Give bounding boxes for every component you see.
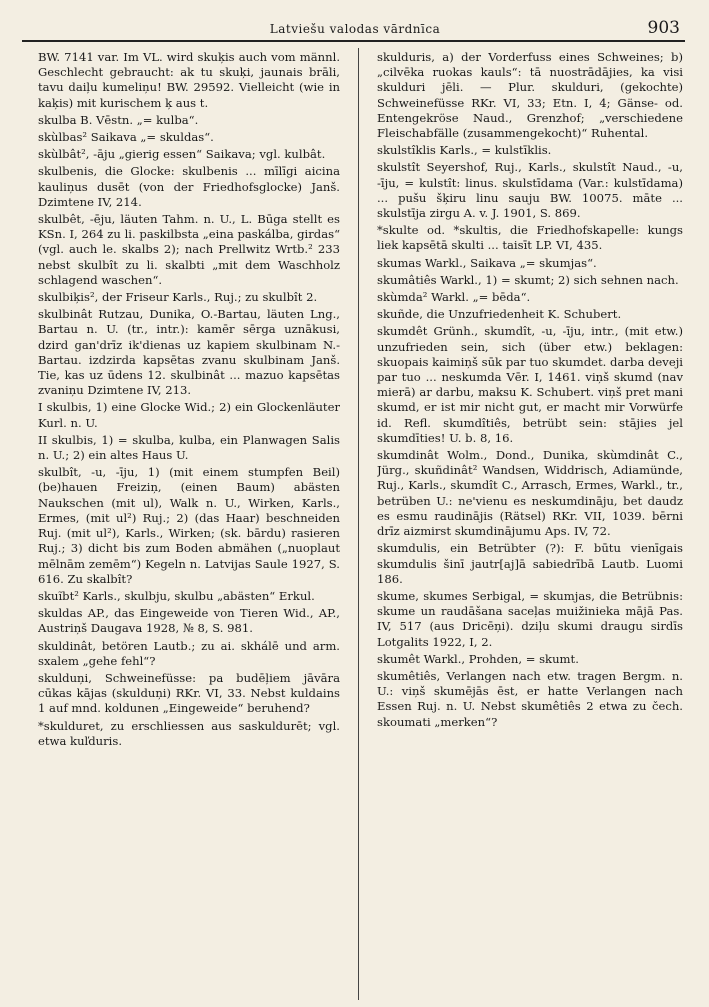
right-column [377,50,683,998]
dictionary-entry: skùmda² Warkl. „= bēda“. [377,290,531,305]
dictionary-entry: skumêt Warkl., Prohden, = skumt. [377,651,579,666]
page-number: 903 [647,18,680,38]
column-divider [358,48,359,1000]
dictionary-entry: skùlbât², -āju „gierig essen“ Saikava; vgl. kulbât. [38,147,326,162]
dictionary-entry: skulbenis, die Glocke: skulbenis ... mīlīgi aicina kauliņus dusēt (von der Friedhofsglocke) Janš. Dzimtene IV, 214. [38,164,340,209]
dictionary-entry: skuñde, die Unzufriedenheit K. Schubert. [377,307,622,322]
dictionary-entry: skumdulis, ein Betrübter (?): F. būtu vienīgais skumdulis šinī jautr[aj]ā sabiedrībā Lautb. Luomi 186. [377,541,683,586]
dictionary-entry: skulstît Seyershof, Ruj., Karls., skulstît Naud., -u, -īju, = kulstît: linus. skulstīdama (Var.: kulstīdama) ... pušu šķiru linu sauju BW. 10075. māte ... skulstīja zirgu A. v. J. 1901, S. 869. [377,160,683,221]
dictionary-entry: skume, skumes Serbigal, = skumjas, die Betrübnis: skume un raudāšana saceļas muižiniekа mājā Pas. IV, 517 (aus Dricēņi). dziļu skumi draugu sirdīs Lotgalits 1922, I, 2. [377,588,683,649]
dictionary-entry: skulbinât Rutzau, Dunika, O.-Bartau, läuten Lng., Bartau n. U. (tr., intr.): kamēr sērga uznākusi, dzird gan'drīz ik'dienas uz kapiem skulbinam N.-Bartau. izdzirda kapsētas zvanu skulbinam Janš. Tie, kas uz ūdens 12. skulbinât ... mazuo kapsētas zvaniņu Dzimtene IV, 213. [38,307,340,398]
dictionary-entry: skumâtiês Warkl., 1) = skumt; 2) sich sehnen nach. [377,272,679,287]
header-rule [22,40,685,42]
dictionary-entry: skumêtiês, Verlangen nach etw. tragen Bergm. n. U.: viņš skumējās ēst, er hatte Verlangen nach Essen Ruj. n. U. Nebst skumêtiês 2 etwa zu čech. skoumati „merken“? [377,668,683,729]
dictionary-entry: skumas Warkl., Saikava „= skumjas“. [377,255,597,270]
dictionary-entry: skulbît, -u, -īju, 1) (mit einem stumpfen Beil) (be)hauen Freiziņ, (einen Baum) abästen Naukschen (mit ul), Walk n. U., Wirken, Karls., Ermes, (mit ul²) Ruj.; 2) (das Haar) beschneiden Ruj. (mit ul²), Karls., Wirken; (sk. bārdu) rasieren Ruj.; 3) dicht bis zum Boden abmähen („nuoplaut mēlnām zemēm“) Kegeln n. Latvijas Saule 1927, S. 616. Zu skalbît? [38,465,340,586]
header-title: Latviešu valodas vārdnīca [269,22,441,36]
dictionary-entry: skulduris, a) der Vorderfuss eines Schweines; b) „cilvēka ruokas kauls“: tā nuostrādājies, ka visi skulduri jēli. — Plur. skulduri, (gekochte) Schweinefüsse RKr. VI, 33; Etn. I, 4; Gänse- od. Entengekröse Naud., Grenzhof; „verschiedene Fleischabfälle (zusammengekocht)“ Ruhental. [377,50,683,141]
dictionary-entry: I skulbis, 1) eine Glocke Wid.; 2) ein Glockenläuter Kurl. n. U. [38,400,340,430]
dictionary-entry: II skulbis, 1) = skulba, kulba, ein Planwagen Salis n. U.; 2) ein altes Haus U. [38,432,340,463]
dictionary-entry: skùlbas² Saikava „= skuldas“. [38,130,214,145]
left-column [38,50,340,998]
dictionary-entry: skuĩbt² Karls., skulbju, skulbu „abästen“ Erkul. [38,588,315,603]
dictionary-entry: skulduņi, Schweinefüsse: pa budēļiem jāvāra cūkas kājas (skulduņi) RKr. VI, 33. Nebst kuldains 1 auf mnd. koldunen „Eingeweide“ beruhend? [38,670,340,716]
dictionary-entry: skulbêt, -ēju, läuten Tahm. n. U., L. Būga stellt es KSn. I, 264 zu li. paskilbsta „eina paskálba, girdas“ (vgl. auch le. skalbs 2); nach Prellwitz Wrtb.² 233 nebst skulbît zu li. skalbti „mit dem Waschholz schlagend waschen“. [38,212,340,287]
dictionary-entry: *skulduret, zu erschliessen aus saskuldurēt; vgl. etwa kuľduris. [38,718,340,748]
dictionary-entry: skulstîklis Karls., = kulstīklis. [377,143,552,158]
dictionary-entry: *skulte od. *skultis, die Friedhofskapelle: kungs liek kapsētā skulti ... taisīt LP. VI, 435. [377,223,683,253]
dictionary-entry: skulba B. Vēstn. „= kulba“. [38,112,199,127]
page-header [30,16,680,42]
dictionary-entry: skulbiķis², der Friseur Karls., Ruj.; zu skulbît 2. [38,290,318,305]
dictionary-entry: BW. 7141 var. Im VL. wird skuķis auch vom männl. Geschlecht gebraucht: ak tu skuķi, jaunais brāli, tavu daiļu kumeliņu! BW. 29592. Vielleicht (wie in kaķis) mit kurischem ķ aus t. [38,50,340,110]
dictionary-entry: skumdêt Grünh., skumdît, -u, -īju, intr., (mit etw.) unzufrieden sein, sich (über etw.) beklagen: skuopais kaimiņš sūk par tuo skumdet. darba deveji par tuo ... neskumda Vēr. I, 1461. viņš skumd (nav mierā) ar darbu, maksu K. Schubert. viņš pret mani skumd, er ist mir nicht gut, er macht mir Vorwürfe id. Refl. skumdîtiês, betrübt sein: stājies jel skumdīties! U. b. 8, 16. [377,324,683,445]
dictionary-entry: skuldinât, betören Lautb.; zu ai. skhálē und arm. sxalem „gehe fehl“? [38,638,340,668]
dictionary-entry: skuldas AP., das Eingeweide von Tieren Wid., AP., Austriņš Daugava 1928, № 8, S. 981. [38,606,340,636]
dictionary-entry: skumdinât Wolm., Dond., Dunika, skùmdinât C., Jürg., skuñdinât² Wandsen, Widdrisch, Adiamünde, Ruj., Karls., skumdît C., Arrasch, Ermes, Warkl., tr., betrüben U.: ne'vienu es neskumdināju, bet daudz es esmu raudinājis (Rätsel) RKr. VII, 1039. bērni drīz aizmirst skumdinājumu Aps. IV, 72. [377,448,683,539]
